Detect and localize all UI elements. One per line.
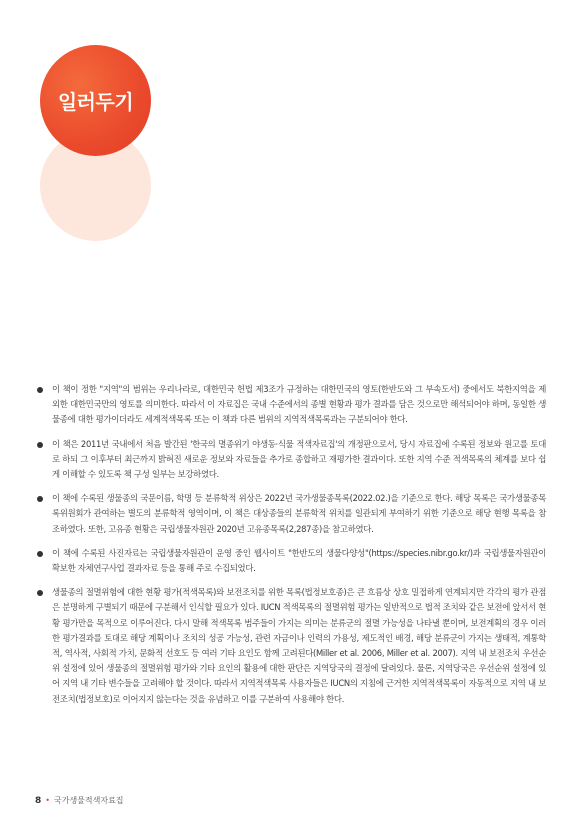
note-item <box>35 382 546 428</box>
note-text: 생물종의 절멸위험에 대한 현황 평가(적색목록)와 보전조치를 위한 목록(법정보호종)은 큰 흐름상 상호 밀접하게 연계되지만 각각의 평가 관점은 분명하게 구별되기 때문에 구분해서 인식할 필요가 있다. IUCN 적색목록의 절멸위험 평가는 일반적으로 법적 조치와 같은 보전에 앞서서 현황 평가만을 목적으로 이루어진다. 다시 말해 적색목록 범주들이 가지는 의미는 분류군의 절멸 가능성을 나타낼 뿐이며, 보전계획의 경우 이러한 평가결과를 토대로 해당 계획이나 조치의 성공 가능성, 관련 자금이나 인력의 가용성, 제도적인 배경, 해당 분류군이 가지는 생태적, 계통학적, 역사적, 사회적 가치, 문화적 선호도 등 여러 기타 요인도 함께 고려된다(Miller et al. 2006, Miller et al. 2007). 지역 내 보전조치 우선순위 설정에 있어 생물종의 절멸위험 평가와 기타 요인의 활용에 대한 판단은 지역당국의 결정에 달려있다. 물론, 지역당국은 우선순위 설정에 있어 지역 내 기타 변수들을 고려해야 할 것이다. 따라서 지역적색목록 사용자들은 IUCN의 지침에 근거한 지역적색목록이 자동적으로 지역 내 보전조치(법정보호)로 이어지지 않는다는 것을 유념하고 이를 구분하여 사용해야 한다. <box>52 587 546 704</box>
note-text: 이 책에 수록된 사진자료는 국립생물자원관이 운영 중인 웹사이트 "한반도의 생물다양성"(https://species.nibr.go.kr/)과 국립생물자원관이 확보한 자체연구사업 결과자료 등을 통해 주로 수집되었다. <box>52 547 546 574</box>
note-text: 이 책이 정한 "지역"의 범위는 우리나라로, 대한민국 헌법 제3조가 규정하는 대한민국의 영토(한반도와 그 부속도서) 중에서도 북한지역을 제외한 대한민국만의 영토를 의미한다. 따라서 이 자료집은 국내 수준에서의 종별 현황과 평가 결과를 담은 것으로만 해석되어야 하며, 동일한 생물종에 대한 평가이더라도 세계적색목록 또는 이 책과 다른 범위의 지역적색목록과는 구분되어야 한다. <box>52 384 546 425</box>
note-item <box>35 585 546 707</box>
publication-name: 국가생물적색자료집 <box>53 796 124 805</box>
bullet-icon <box>37 442 43 448</box>
note-item <box>35 437 546 483</box>
bullet-icon <box>37 551 43 557</box>
page-number: 8 <box>35 796 42 806</box>
page-title: 일러두기 <box>57 90 134 114</box>
page-footer <box>35 795 124 806</box>
bullet-icon <box>37 590 43 596</box>
note-text: 이 책에 수록된 생물종의 국문이름, 학명 등 분류학적 위상은 2022년 국가생물종목록(2022.02.)을 기준으로 한다. 해당 목록은 국가생물종목록위원회가 관여하는 별도의 분류학적 영역이며, 이 책은 대상종들의 분류학적 위치를 일관되게 부여하기 위한 기준으로 해당 현행 목록을 참조하였다. 또한, 고유종 현황은 국립생물자원관 2020년 고유종목록(2,287종)을 참고하였다. <box>52 493 546 534</box>
note-item <box>35 491 546 537</box>
bullet-icon <box>37 496 43 502</box>
bullet-icon <box>37 387 43 393</box>
footer-separator: • <box>45 796 50 805</box>
note-item <box>35 546 546 576</box>
note-text: 이 책은 2011년 국내에서 처음 발간된 '한국의 멸종위기 야생동·식물 적색자료집'의 개정판으로서, 당시 자료집에 수록된 정보와 원고를 토대로 하되 그 이후부터 최근까지 밝혀진 새로운 정보와 자료들을 추가로 종합하고 재평가한 결과이다. 또한 지역 수준 적색목록의 체계를 보다 쉽게 이해할 수 있도록 책 구성 일부는 보강하였다. <box>52 438 546 480</box>
notes-list <box>35 382 546 716</box>
